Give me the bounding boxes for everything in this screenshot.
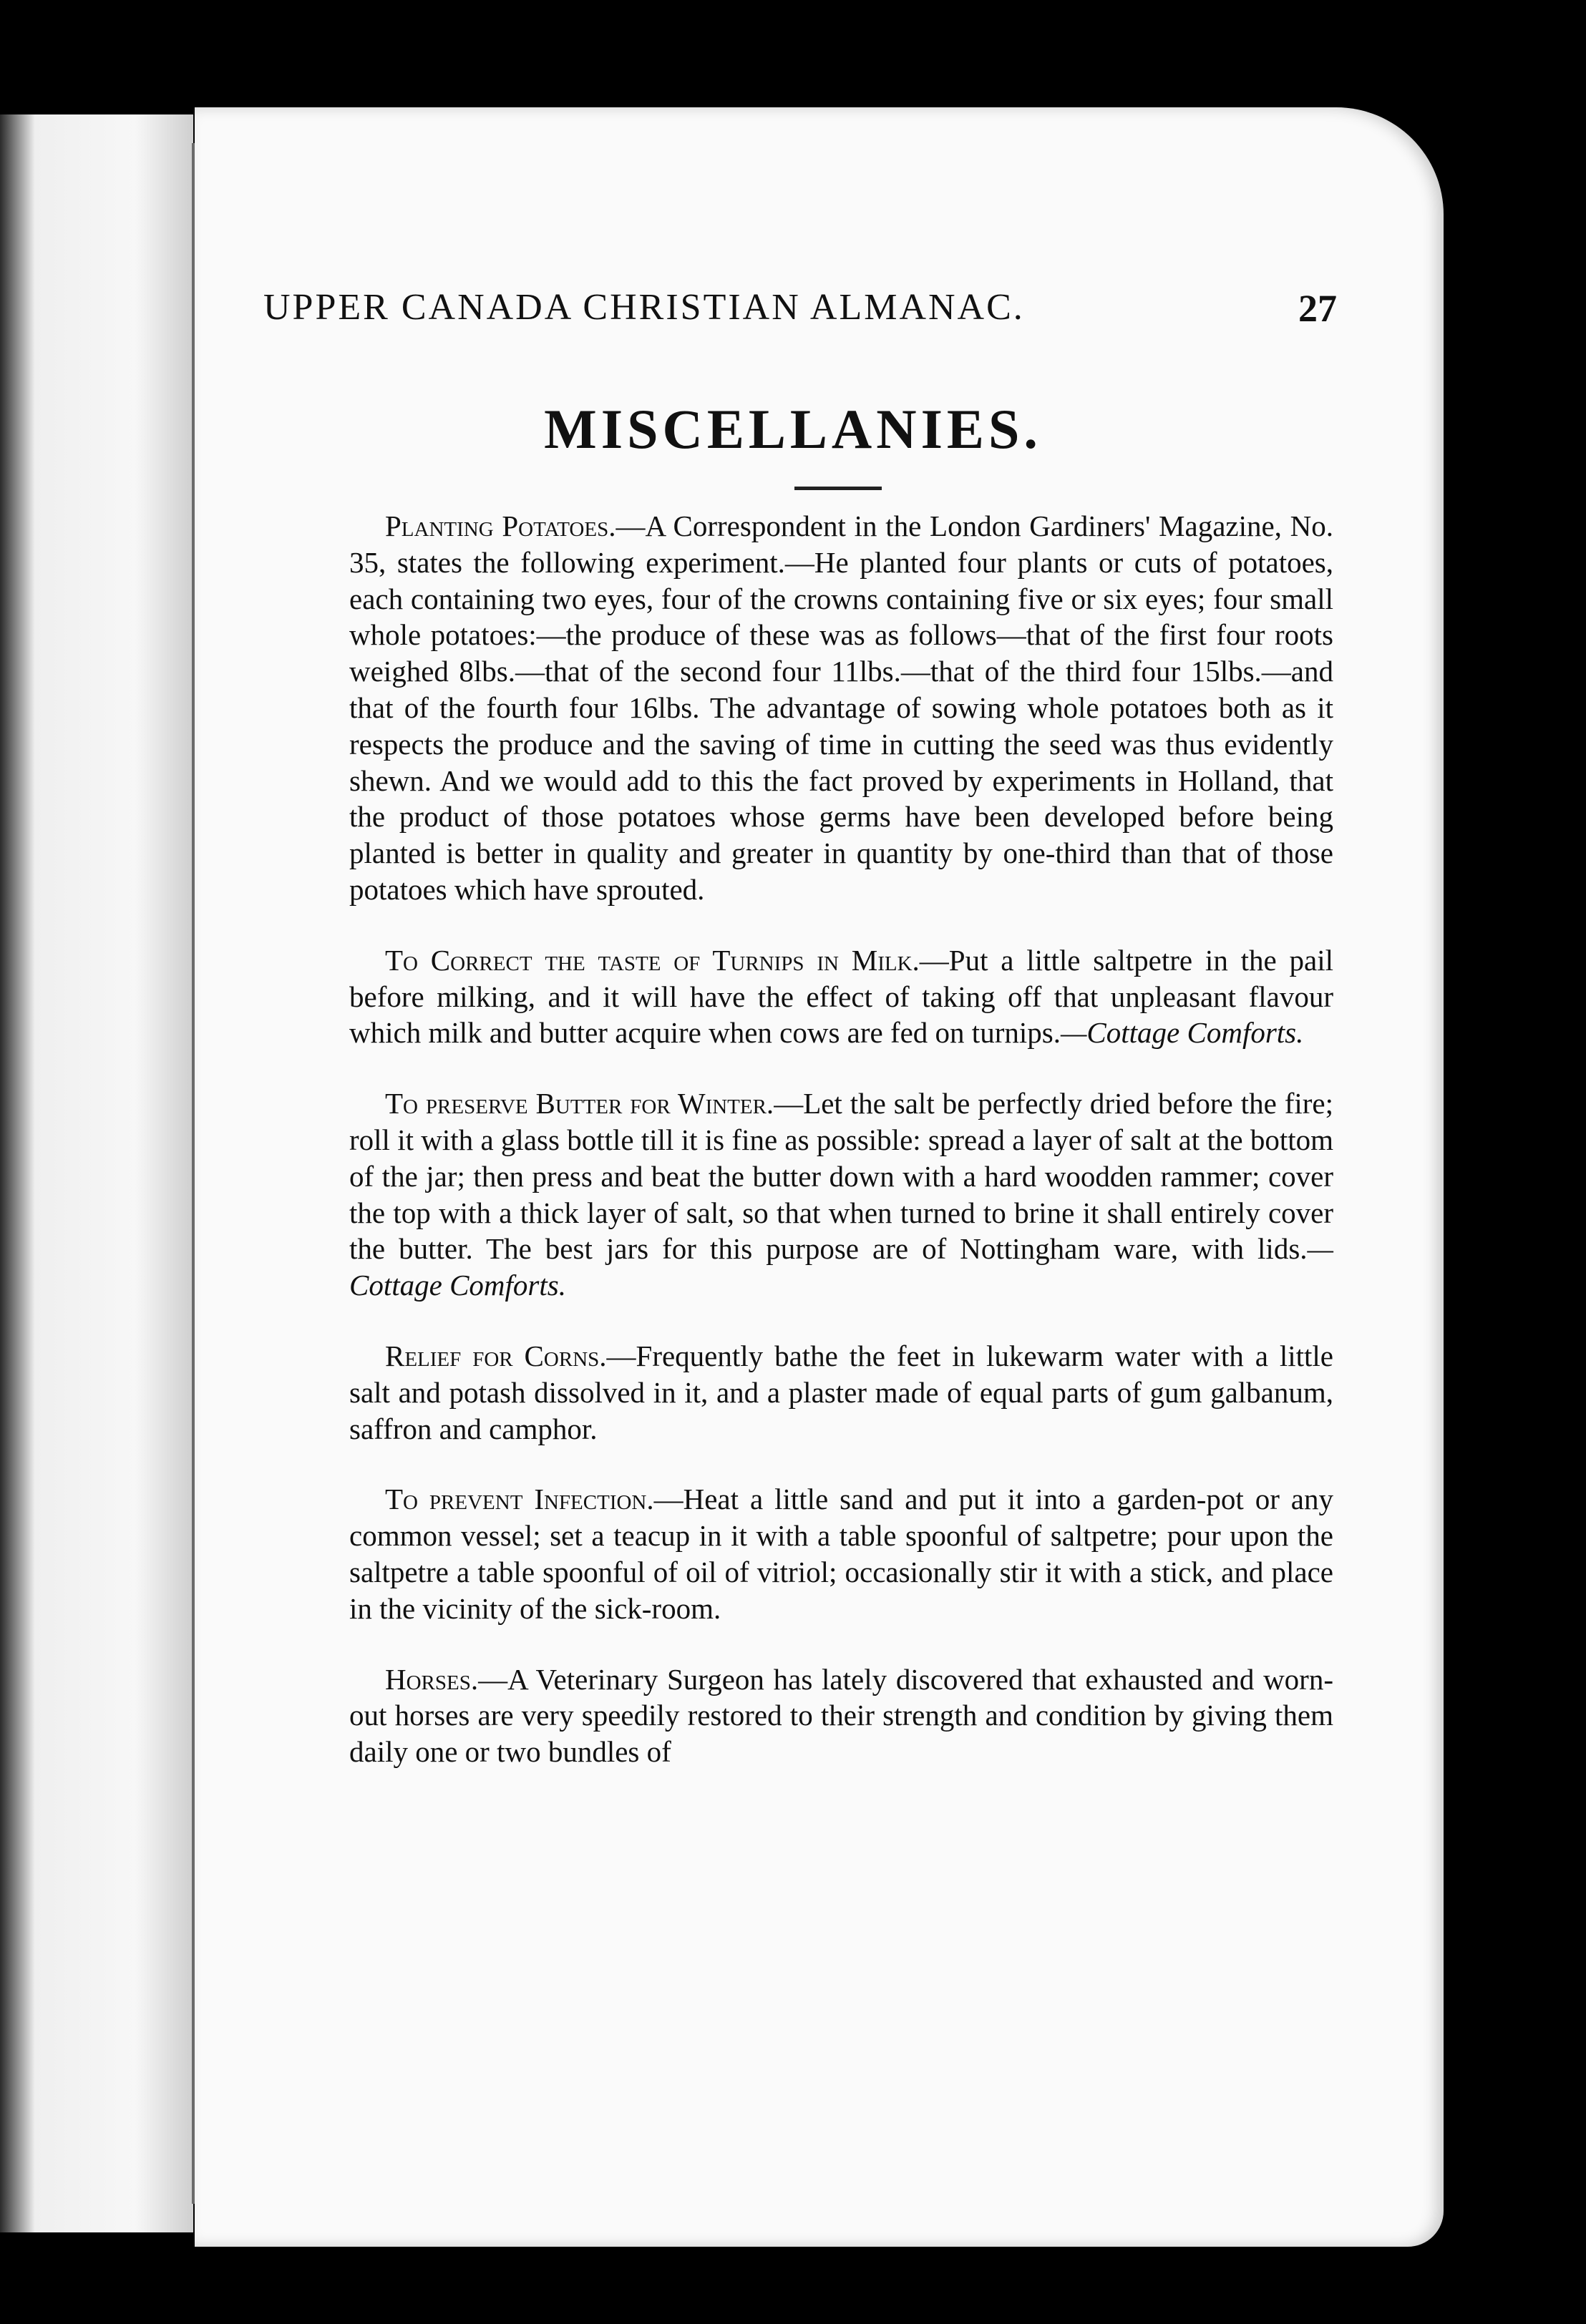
article-heading: Planting Potatoes. (385, 509, 616, 542)
article-text: —Frequently bathe the feet in lukewarm water with a little salt and potash dissolved in it, and a plaster made of equal parts of gum galbanum, saffron and camphor. (349, 1339, 1333, 1445)
article-heading: Horses. (385, 1662, 479, 1696)
article-text: —A Correspondent in the London Gardiners' Magazine, No. 35, states the following experiment.—He planted four plants or cuts of potatoes, each containing two eyes, four of the crowns containing five or six eyes; four small whole potatoes:—the produce of these was as follows—that of the first four roots weighed 8lbs.—that of the second four 11lbs.—that of the third four 15lbs.—and that of the fourth four 16lbs. The advantage of sowing whole potatoes both as it respects the produce and the saving of time in cutting the seed was thus evidently shewn. And we would add to this the fact proved by experiments in Holland, that the product of those potatoes whose germs have been developed before being planted is better in quality and greater in quantity by one-third than that of those potatoes which have sprouted. (349, 509, 1333, 906)
title-rule (794, 487, 882, 490)
article-text: —Let the salt be perfectly dried before the fire; roll it with a glass bottle till it is fine as possible: spread a layer of salt at the bottom of the jar; then press and beat the butter down with a hard woodden rammer; cover the top with a thick layer of salt, so that when turned to brine it shall entirely cover the butter. The best jars for this purpose are of Nottingham ware, with lids. (349, 1087, 1333, 1266)
article-heading: Relief for Corns. (385, 1339, 607, 1372)
article-preserve-butter (349, 1085, 1333, 1304)
article-prevent-infection (349, 1481, 1333, 1626)
article-source: —Cottage Comforts. (1060, 1016, 1304, 1050)
article-text: —Heat a little sand and put it into a garden-pot or any common vessel; set a teacup in it with a table spoonful of saltpetre; pour upon the saltpetre a table spoonful of oil of vitriol; occasionally stir it with a stick, and place in the vicinity of the sick-room. (349, 1483, 1333, 1625)
article-source: —Cottage Comforts. (349, 1232, 1333, 1302)
article-text: —Put a little saltpetre in the pail before milking, and it will have the effect of taking off that unpleasant flavour which milk and butter acquire when cows are fed on turnips. (349, 943, 1333, 1050)
article-horses (349, 1661, 1333, 1770)
page-number: 27 (1298, 287, 1337, 330)
page-header (263, 286, 1337, 343)
article-relief-corns (349, 1338, 1333, 1447)
article-heading: To Correct the taste of Turnips in Milk. (385, 943, 920, 977)
article-heading: To preserve Butter for Winter. (385, 1087, 774, 1120)
article-turnips-milk (349, 942, 1333, 1051)
article-heading: To prevent Infection. (385, 1483, 654, 1516)
article-text: —A Veterinary Surgeon has lately discovered that exhausted and worn-out horses are very speedily restored to their strength and condition by giving them daily one or two bundles of (349, 1662, 1333, 1769)
article-body (349, 508, 1333, 1805)
section-title: MISCELLANIES. (544, 398, 1042, 460)
article-planting-potatoes (349, 508, 1333, 908)
running-title: UPPER CANADA CHRISTIAN ALMANAC. (263, 287, 1025, 328)
